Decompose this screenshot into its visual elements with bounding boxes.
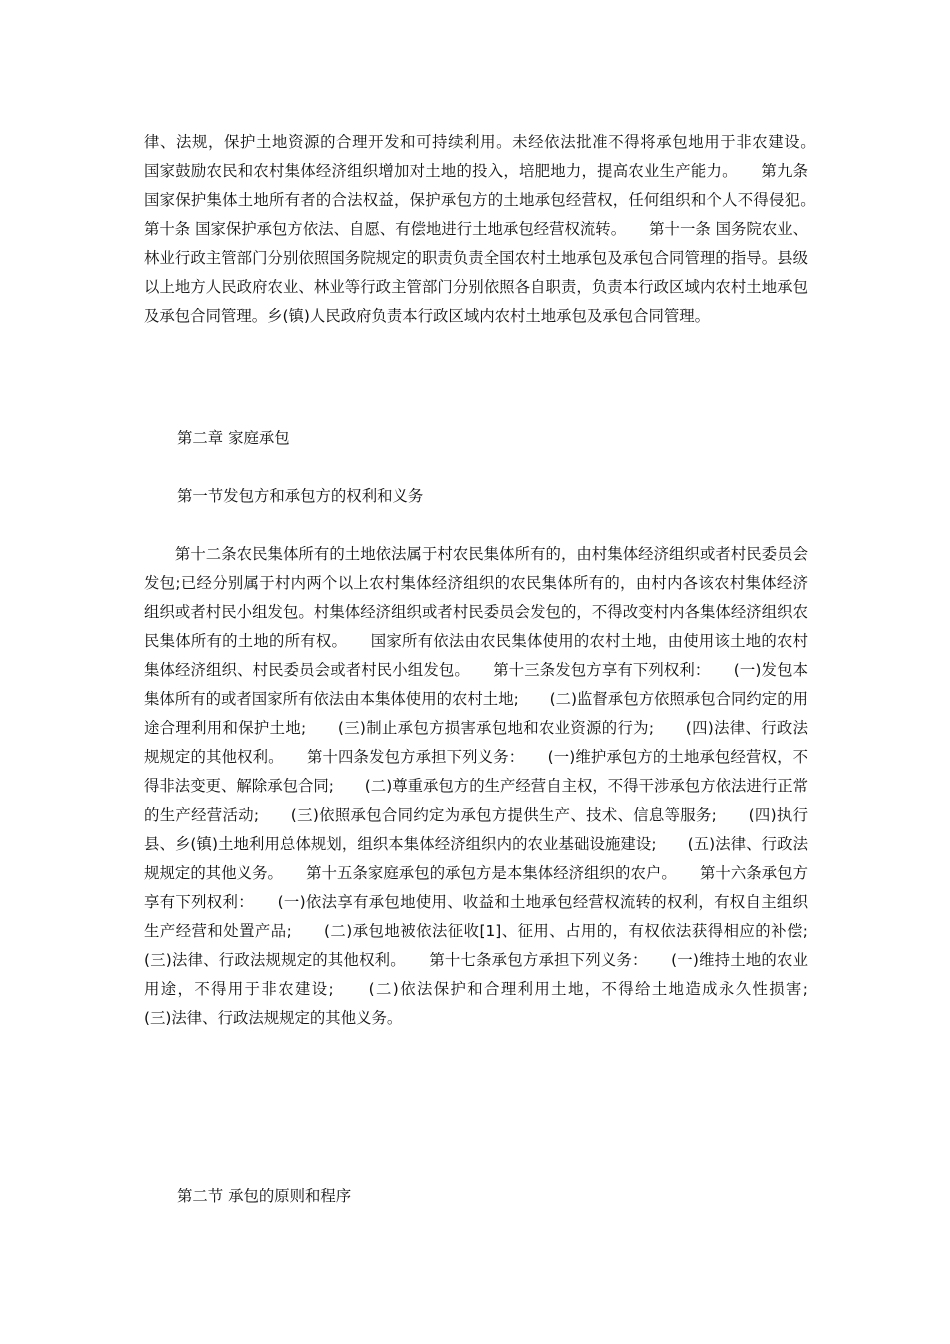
chapter-title: 第二章 家庭承包 <box>177 429 290 447</box>
body-paragraph-articles-8-11: 律、法规，保护土地资源的合理开发和可持续利用。未经依法批准不得将承包地用于非农建设。 国家鼓励农民和农村集体经济组织增加对土地的投入，培肥地力，提高农业生产能力。 第九条 国家保护集体土地所有者的合法权益，保护承包方的土地承包经营权，任何组织和个人不得侵犯。 第十条 国家保护承包方依法、自愿、有偿地进行土地承包经营权流转。 第十一条 国务院农业、林业行政主管部门分别依照国务院规定的职责负责全国农村土地承包及承包合同管理的指导。县级以上地方人民政府农业、林业等行政主管部门分别依照各自职责，负责本行政区域内农村土地承包及承包合同管理。乡(镇)人民政府负责本行政区域内农村土地承包及承包合同管理。 <box>144 133 839 325</box>
section-title-2: 第二节 承包的原则和程序 <box>177 1187 352 1205</box>
section-title: 第一节发包方和承包方的权利和义务 <box>177 487 424 505</box>
body-paragraph-articles-12-17: 第十二条农民集体所有的土地依法属于村农民集体所有的，由村集体经济组织或者村民委员会发包;已经分别属于村内两个以上农村集体经济组织的农民集体所有的，由村内各该农村集体经济组织或者村民小组发包。村集体经济组织或者村民委员会发包的，不得改变村内各集体经济组织农民集体所有的土地的所有权。 国家所有依法由农民集体使用的农村土地，由使用该土地的农村集体经济组织、村民委员会或者村民小组发包。 第十三条发包方享有下列权利： (一)发包本集体所有的或者国家所有依法由本集体使用的农村土地; (二)监督承包方依照承包合同约定的用途合理利用和保护土地; (三)制止承包方损害承包地和农业资源的行为; (四)法律、行政法规规定的其他权利。 第十四条发包方承担下列义务： (一)维护承包方的土地承包经营权，不得非法变更、解除承包合同; (二)尊重承包方的生产经营自主权，不得干涉承包方依法进行正常的生产经营活动; (三)依照承包合同约定为承包方提供生产、技术、信息等服务; (四)执行县、乡(镇)土地利用总体规划，组织本集体经济组织内的农业基础设施建设; (五)法律、行政法规规定的其他义务。 第十五条家庭承包的承包方是本集体经济组织的农户。 第十六条承包方享有下列权利： (一)依法享有承包地使用、收益和土地承包经营权流转的权利，有权自主组织生产经营和处置产品; (二)承包地被依法征收[1]、征用、占用的，有权依法获得相应的补偿; (三)法律、行政法规规定的其他权利。 第十七条承包方承担下列义务： (一)维持土地的农业用途，不得用于非农建设; (二)依法保护和合理利用土地，不得给土地造成永久性损害; (三)法律、行政法规规定的其他义务。 <box>144 545 839 1027</box>
